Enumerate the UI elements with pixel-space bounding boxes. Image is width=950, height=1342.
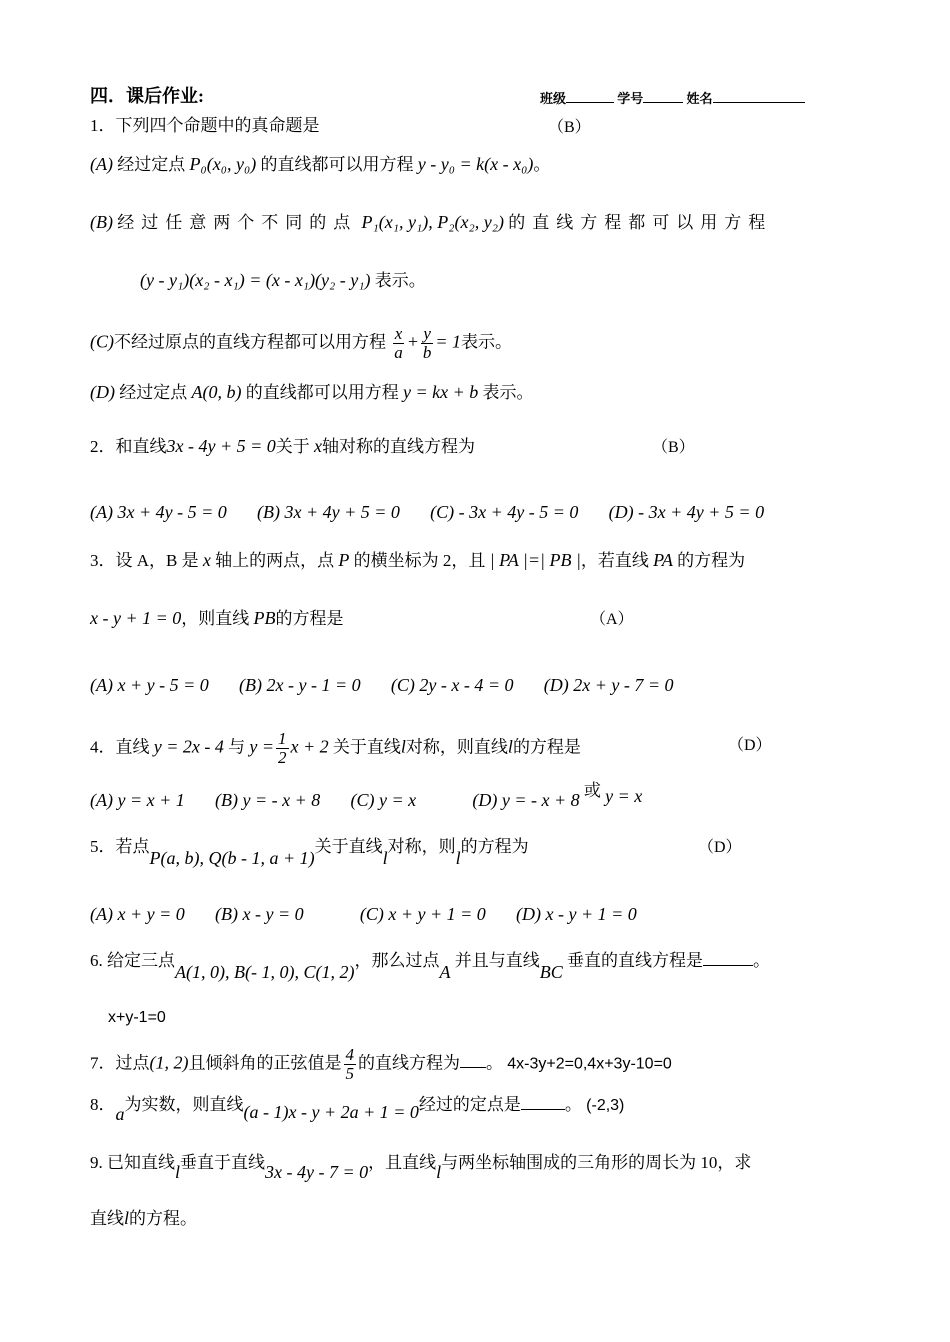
class-blank (566, 88, 614, 103)
q9-stem-line1: 9. 已知直线l垂直于直线3x - 4y - 7 = 0，且直线l与两坐标轴围成的三角形的周长为 10，求 (90, 1153, 752, 1182)
q1-option-c: (C)不经过原点的直线方程都可以用方程 $\frac{x}{a}$ + $\frac{y}{b}$ = 1表示。 (90, 324, 513, 362)
q3-answer: （A） (590, 611, 634, 628)
q3-options: (A) x + y - 5 = 0 (B) 2x - y - 1 = 0 (C) 2y - x - 4 = 0 (D) 2x + y - 7 = 0 (90, 675, 674, 695)
student-info (540, 88, 805, 107)
q1-option-b-cont: (y - y₁)(x₂ - x₁) = (x - x₁)(y₂ - y₁) 表示。 (140, 270, 426, 290)
q1-option-b: (B) 经过任意两个不同的点 P₁(x₁, y₁), P₂(x₂, y₂) 的直线方程都可以用方程 (90, 212, 773, 232)
q6-blank (703, 951, 753, 966)
q8-stem: 8．a为实数，则直线(a - 1)x - y + 2a + 1 = 0经过的定点是 。 (-2,3) (90, 1095, 625, 1124)
q4-answer: （D） (728, 737, 772, 754)
q3-stem-line1: 3．设 A，B 是 x 轴上的两点，点 P 的横坐标为 2，且 | PA |=| PB |，若直线 PA 的方程为 (90, 550, 746, 570)
frac-x-a: $\frac{x}{a}$ (394, 324, 403, 362)
q4-options: (A) y = x + 1 (B) y = - x + 8 (C) y = x (D) y = - x + 8 或 y = x (90, 781, 643, 810)
name-label: 姓名 (686, 91, 713, 106)
id-blank (643, 88, 683, 103)
q2-options: (A) 3x + 4y - 5 = 0 (B) 3x + 4y + 5 = 0 (C) - 3x + 4y - 5 = 0 (D) - 3x + 4y + 5 = 0 (90, 502, 765, 522)
id-label: 学号 (617, 91, 644, 106)
q1-answer: （B） (548, 119, 591, 136)
q8-blank (521, 1095, 565, 1110)
q5-stem: 5．若点P(a, b), Q(b - 1, a + 1)关于直线l对称，则l的方程为 (90, 837, 529, 868)
q1-option-a: (A) 经过定点 P₀(x₀, y₀) 的直线都可以用方程 y - y₀ = k(x - x₀)。 (90, 154, 551, 174)
q4-stem: 4．直线 y = 2x - 4 与 y = $\frac{1}{2}$ x + 2 关于直线l对称，则直线l的方程是 (90, 729, 581, 767)
q5-answer: （D） (698, 839, 742, 856)
q7-blank (460, 1053, 486, 1068)
q7-stem: 7．过点(1, 2)且倾斜角的正弦值是 $\frac{4}{5}$ 的直线方程为 。 4x-3y+2=0,4x+3y-10=0 (90, 1045, 672, 1083)
q3-stem-line2: x - y + 1 = 0，则直线 PB的方程是 (90, 608, 344, 628)
section-title: 四．课后作业: (90, 86, 204, 106)
frac-four-fifths: $\frac{4}{5}$ (345, 1045, 354, 1083)
frac-y-b: $\frac{y}{b}$ (422, 324, 432, 362)
q1-stem: 1．下列四个命题中的真命题是 (90, 116, 320, 135)
q1-option-d: (D) 经过定点 A(0, b) 的直线都可以用方程 y = kx + b 表示。 (90, 382, 534, 402)
frac-one-half: $\frac{1}{2}$ (278, 729, 287, 767)
q5-options: (A) x + y = 0 (B) x - y = 0 (C) x + y + 1 = 0 (D) x - y + 1 = 0 (90, 904, 637, 924)
q6-answer: x+y-1=0 (108, 1009, 166, 1026)
q7-answer: 4x-3y+2=0,4x+3y-10=0 (507, 1055, 672, 1073)
q8-answer: (-2,3) (586, 1097, 625, 1114)
q2-answer: （B） (652, 439, 695, 456)
q6-stem: 6. 给定三点A(1, 0), B(- 1, 0), C(1, 2)，那么过点A 并且与直线BC 垂直的直线方程是 。 (90, 951, 770, 982)
q2-stem: 2．和直线3x - 4y + 5 = 0关于 x轴对称的直线方程为 (90, 436, 476, 456)
q9-stem-line2: 直线l的方程。 (90, 1208, 198, 1228)
name-blank (713, 88, 805, 103)
class-label: 班级 (540, 91, 567, 106)
